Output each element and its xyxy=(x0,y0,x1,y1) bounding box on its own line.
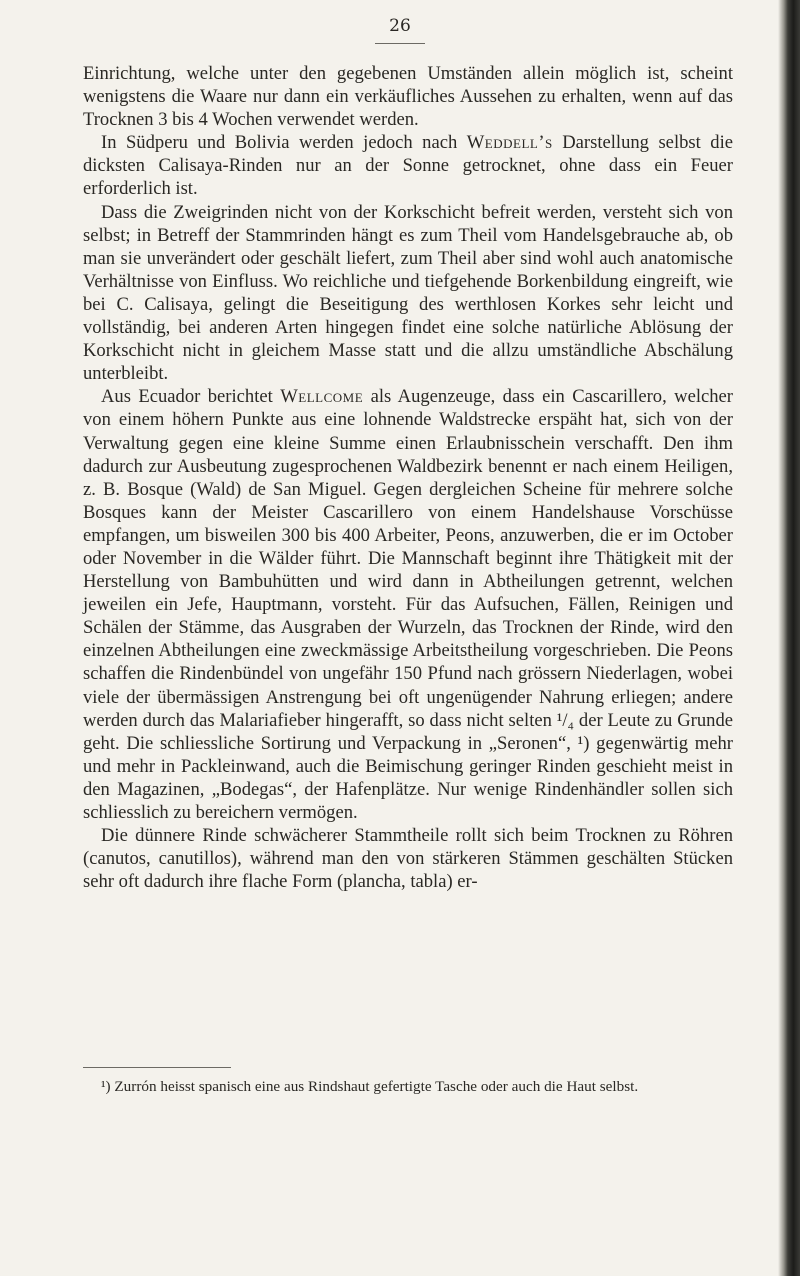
author-name-wellcome: Wellcome xyxy=(280,386,364,408)
page-number: 26 xyxy=(389,16,411,36)
page-number-rule xyxy=(375,43,425,44)
body-text xyxy=(83,62,733,893)
paragraph-3: Dass die Zweigrinden nicht von der Korkschicht befreit werden, versteht sich von selbst; in Betreff der Stammrinden hängt es zum Theil vom Handelsgebrauche ab, ob man sie unverändert oder geschält liefert, zum Theil aber sind wohl auch anatomische Verhältnisse von Einfluss. Wo reichliche und tiefgehende Borkenbildung eingreift, wie bei C. Calisaya, gelingt die Beseitigung des werthlosen Korkes sehr leicht und vollständig, bei anderen Arten hingegen findet eine solche natürliche Ablösung der Korkschicht nicht in gleichem Masse statt und die allzu umständliche Abschälung unterbleibt. xyxy=(83,201,733,385)
paragraph-4-start: Aus Ecuador berichtet xyxy=(101,386,281,408)
paragraph-5: Die dünnere Rinde schwächerer Stammtheile rollt sich beim Trocknen zu Röhren (canutos, canutillos), während man den von stärkeren Stämmen geschälten Stücken sehr oft dadurch ihre flache Form (plancha, tabla) er- xyxy=(83,825,733,893)
paragraph-4 xyxy=(83,385,733,824)
paragraph-2-end: Darstellung selbst die dicksten Calisaya-Rinden nur an der Sonne getrocknet, ohne dass ein Feuer erforderlich ist. xyxy=(83,132,733,200)
footnote-rule xyxy=(83,1067,231,1068)
book-binding-edge xyxy=(778,0,800,1276)
footnote-text: ¹) Zurrón heisst spanisch eine aus Rindshaut gefertigte Tasche oder auch die Haut selbst. xyxy=(101,1078,639,1095)
footnote xyxy=(83,1077,733,1096)
paragraph-1: Einrichtung, welche unter den gegebenen Umständen allein möglich ist, scheint wenigstens die Waare nur dann ein verkäufliches Aussehen zu erhalten, wenn auf das Trocknen 3 bis 4 Wochen verwendet werden. xyxy=(83,63,733,131)
paragraph-2-start: In Südperu und Bolivia werden jedoch nach xyxy=(101,132,467,154)
paragraph-4-end: als Augenzeuge, dass ein Cascarillero, welcher von einem höhern Punkte aus eine lohnende Waldstrecke erspäht hat, sich von der Verwaltung gegen eine kleine Summe einen Erlaubnisschein verschafft. Den ihm dadurch zur Ausbeutung zugesprochenen Waldbezirk benennt er nach einem Heiligen, z. B. Bosque (Wald) de San Miguel. Gegen dergleichen Scheine für mehrere solche Bosques kann der Meister Cascarillero von einem Handelshause Vorschüsse empfangen, um bisweilen 300 bis 400 Arbeiter, Peons, anzuwerben, die er im October oder November in die Wälder führt. Die Mannschaft beginnt ihre Thätigkeit mit der Herstellung von Bambuhütten und wird dann in Abtheilungen getrennt, welchen jeweilen ein Jefe, Hauptmann, vorsteht. Für das Aufsuchen, Fällen, Reinigen und Schälen der Stämme, das Ausgraben der Wurzeln, das Trocknen der Rinde, wird den einzelnen Abtheilungen eine zweckmässige Arbeitstheilung vorgeschrieben. Die Peons schaffen die Rindenbündel von ungefähr 150 Pfund nach grössern Niederlagen, wobei viele der übermässigen Anstrengung bei oft ungenügender Nahrung erliegen; andere werden durch das Malariafieber hingerafft, so dass nicht selten ¹/₄ der Leute zu Grunde geht. Die schliessliche Sortirung und Verpackung in „Seronen“, ¹) gegenwärtig mehr und mehr in Packleinwand, auch die Beimischung geringer Rinden geschieht meist in den Magazinen, „Bodegas“, der Hafenplätze. Nur wenige Rindenhändler sollen sich schliesslich zu bereichern vermögen. xyxy=(83,386,733,823)
author-name-weddell: Weddell’s xyxy=(466,132,553,154)
paragraph-2 xyxy=(83,131,733,200)
